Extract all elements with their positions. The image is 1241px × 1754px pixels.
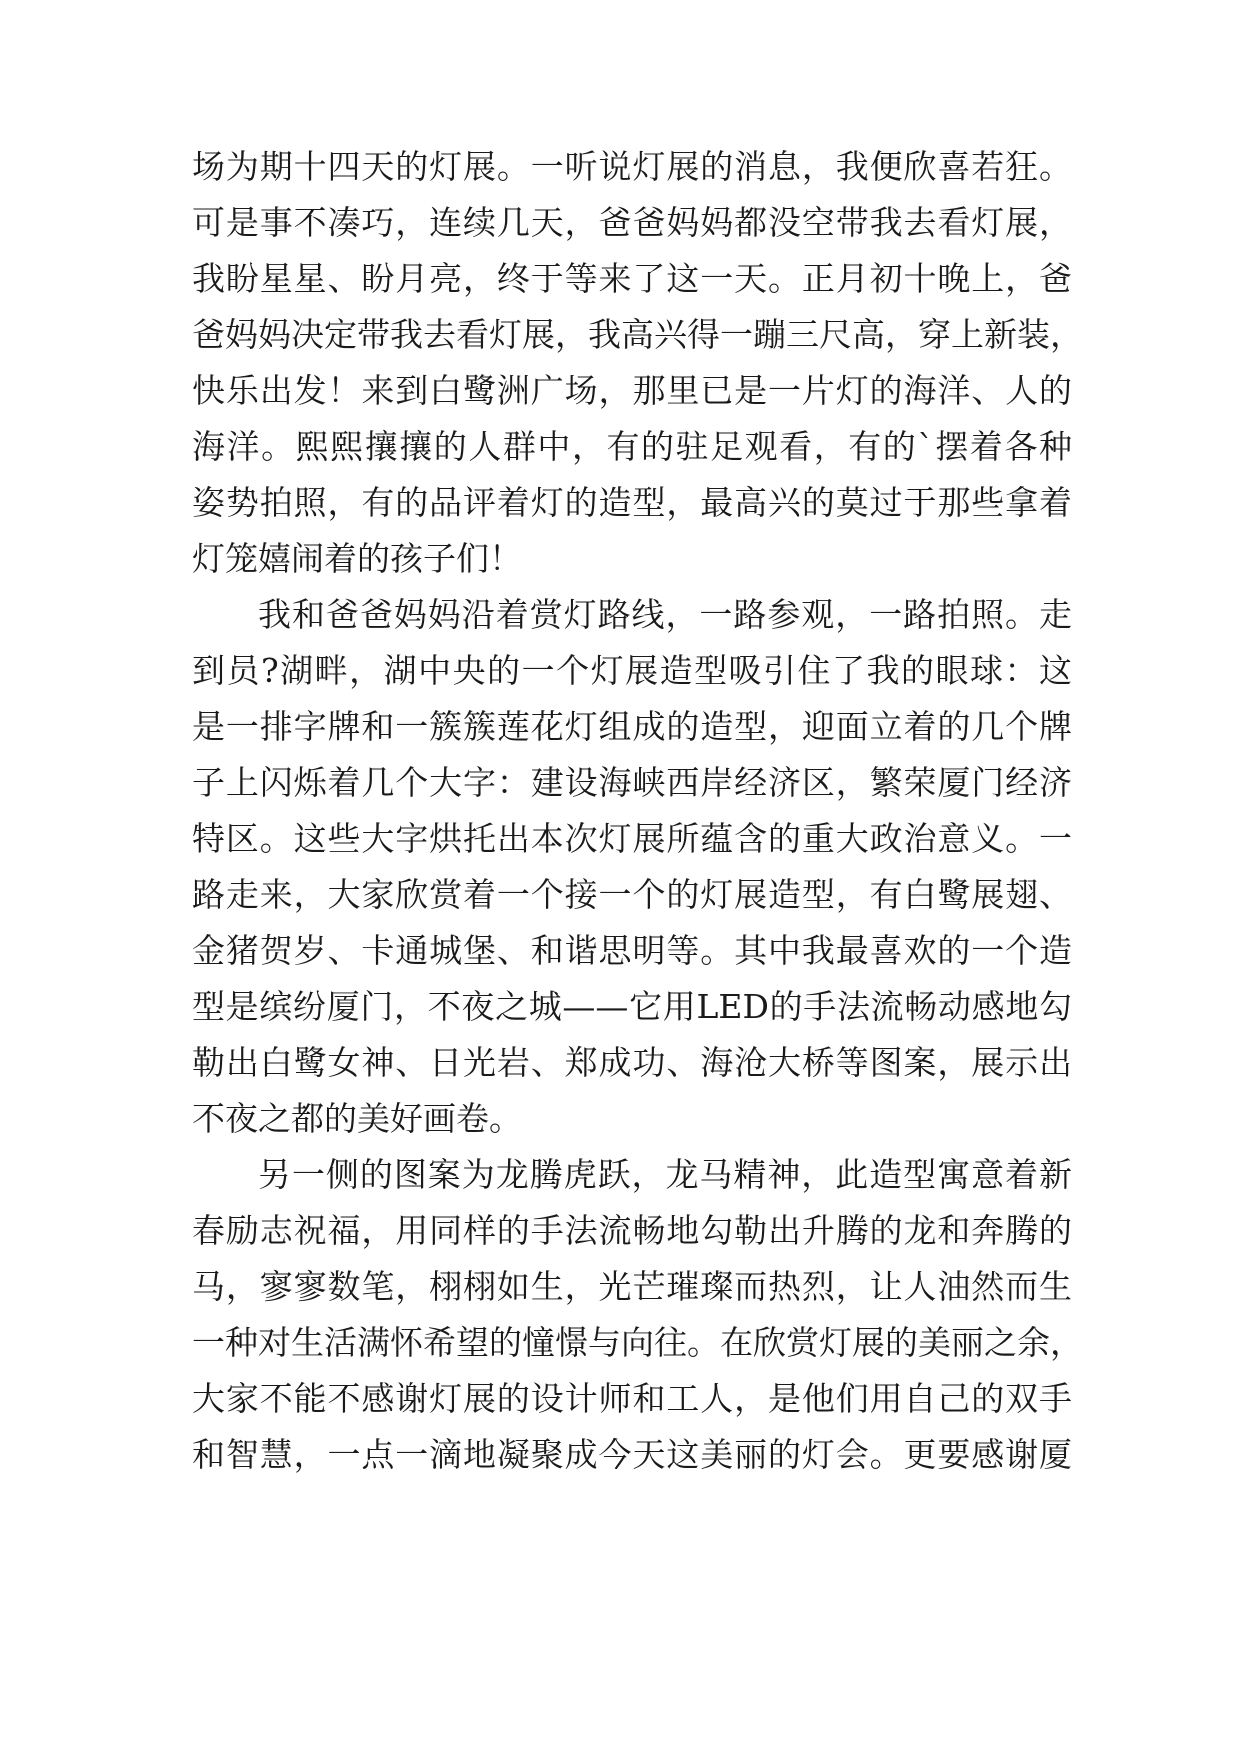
paragraph-1-line-5: 快乐出发！来到白鹭洲广场，那里已是一片灯的海洋、人的 bbox=[192, 371, 1072, 410]
paragraph-1-line-2: 可是事不凑巧，连续几天，爸爸妈妈都没空带我去看灯展， bbox=[192, 203, 1072, 242]
paragraph-1-line-3: 我盼星星、盼月亮，终于等来了这一天。正月初十晚上，爸 bbox=[192, 259, 1072, 298]
paragraph-3-line-5: 大家不能不感谢灯展的设计师和工人，是他们用自己的双手 bbox=[192, 1379, 1072, 1418]
paragraph-1-line-6: 海洋。熙熙攘攘的人群中，有的驻足观看，有的`摆着各种 bbox=[192, 427, 1072, 466]
paragraph-3-line-1: 另一侧的图案为龙腾虎跃，龙马精神，此造型寓意着新 bbox=[258, 1155, 1072, 1194]
paragraph-2-line-9: 勒出白鹭女神、日光岩、郑成功、海沧大桥等图案，展示出 bbox=[192, 1043, 1072, 1082]
paragraph-2-line-3: 是一排字牌和一簇簇莲花灯组成的造型，迎面立着的几个牌 bbox=[192, 707, 1072, 746]
paragraph-2-line-10: 不夜之都的美好画卷。 bbox=[192, 1099, 522, 1138]
paragraph-2-line-6: 路走来，大家欣赏着一个接一个的灯展造型，有白鹭展翅、 bbox=[192, 875, 1072, 914]
paragraph-1-line-7: 姿势拍照，有的品评着灯的造型，最高兴的莫过于那些拿着 bbox=[192, 483, 1072, 522]
paragraph-2-line-5: 特区。这些大字烘托出本次灯展所蕴含的重大政治意义。一 bbox=[192, 819, 1072, 858]
paragraph-3-line-4: 一种对生活满怀希望的憧憬与向往。在欣赏灯展的美丽之余， bbox=[192, 1323, 1083, 1362]
paragraph-2-line-4: 子上闪烁着几个大字：建设海峡西岸经济区，繁荣厦门经济 bbox=[192, 763, 1072, 802]
paragraph-2-line-7: 金猪贺岁、卡通城堡、和谐思明等。其中我最喜欢的一个造 bbox=[192, 931, 1072, 970]
paragraph-3-line-2: 春励志祝福，用同样的手法流畅地勾勒出升腾的龙和奔腾的 bbox=[192, 1211, 1072, 1250]
paragraph-2-line-8: 型是缤纷厦门，不夜之城——它用LED的手法流畅动感地勾 bbox=[192, 987, 1072, 1026]
paragraph-1-line-8: 灯笼嬉闹着的孩子们！ bbox=[192, 539, 522, 578]
paragraph-1-line-4: 爸妈妈决定带我去看灯展，我高兴得一蹦三尺高，穿上新装， bbox=[192, 315, 1083, 354]
paragraph-2-line-2: 到员?湖畔，湖中央的一个灯展造型吸引住了我的眼球：这 bbox=[192, 651, 1072, 690]
paragraph-3-line-3: 马，寥寥数笔，栩栩如生，光芒璀璨而热烈，让人油然而生 bbox=[192, 1267, 1072, 1306]
paragraph-3-line-6: 和智慧，一点一滴地凝聚成今天这美丽的灯会。更要感谢厦 bbox=[192, 1435, 1072, 1474]
paragraph-2-line-1: 我和爸爸妈妈沿着赏灯路线，一路参观，一路拍照。走 bbox=[258, 595, 1072, 634]
paragraph-1-line-1: 场为期十四天的灯展。一听说灯展的消息，我便欣喜若狂。 bbox=[192, 147, 1072, 186]
